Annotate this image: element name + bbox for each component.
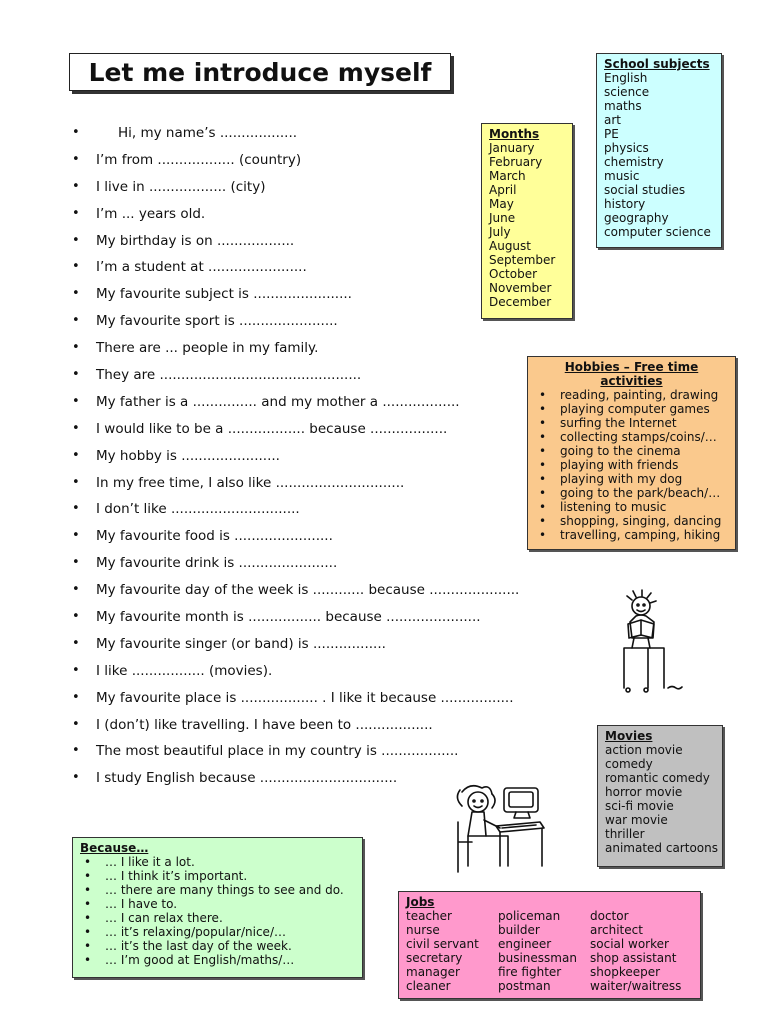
jobs-column xyxy=(590,909,682,993)
subject-item: history xyxy=(604,197,646,211)
month-item: September xyxy=(489,253,556,267)
sentence-item: • My father is a ............... and my mother a .................. xyxy=(72,389,592,416)
sentence-item: • Hi, my name’s .................. xyxy=(72,120,592,147)
sentence-item: • I’m a student at ....................... xyxy=(72,254,592,281)
job-item: businessman xyxy=(498,951,577,965)
month-item: May xyxy=(489,197,514,211)
subject-item: computer science xyxy=(604,225,711,239)
job-item: nurse xyxy=(406,923,440,937)
sentence-item: • There are ... people in my family. xyxy=(72,335,592,362)
jobs-box xyxy=(398,891,701,999)
sentence-item: • My hobby is ....................... xyxy=(72,443,592,470)
sentence-item: • My favourite drink is ....................... xyxy=(72,550,592,577)
job-item: policeman xyxy=(498,909,561,923)
hobby-item: • collecting stamps/coins/… xyxy=(535,430,728,444)
sentence-item: • I would like to be a .................. because .................. xyxy=(72,416,592,443)
job-item: manager xyxy=(406,965,460,979)
subject-item: music xyxy=(604,169,640,183)
month-item: December xyxy=(489,295,552,309)
subject-item: maths xyxy=(604,99,642,113)
because-item: • … I’m good at English/maths/… xyxy=(80,953,355,967)
because-item: • … I think it’s important. xyxy=(80,869,355,883)
subject-item: English xyxy=(604,71,648,85)
movie-item: romantic comedy xyxy=(605,771,710,785)
month-item: July xyxy=(489,225,511,239)
subject-item: art xyxy=(604,113,621,127)
sentence-item: • My favourite month is ................. because ...................... xyxy=(72,604,592,631)
hobby-item: • travelling, camping, hiking xyxy=(535,528,728,542)
sentence-item: • My favourite subject is ....................... xyxy=(72,281,592,308)
sentence-item: • I’m from .................. (country) xyxy=(72,147,592,174)
job-item: shopkeeper xyxy=(590,965,661,979)
sentence-item: • I like ................. (movies). xyxy=(72,658,592,685)
child-reading-illustration xyxy=(608,588,688,694)
job-item: social worker xyxy=(590,937,669,951)
month-item: January xyxy=(489,141,535,155)
hobby-item: • listening to music xyxy=(535,500,728,514)
sentence-item: • My birthday is on .................. xyxy=(72,228,592,255)
hobby-item: • shopping, singing, dancing xyxy=(535,514,728,528)
month-item: April xyxy=(489,183,517,197)
sentence-item: • The most beautiful place in my country is .................. xyxy=(72,738,592,765)
sentence-item: • I don’t like .............................. xyxy=(72,496,592,523)
hobby-item: • playing computer games xyxy=(535,402,728,416)
job-item: doctor xyxy=(590,909,629,923)
months-box xyxy=(481,123,573,319)
job-item: cleaner xyxy=(406,979,451,993)
because-item: • … I have to. xyxy=(80,897,355,911)
hobby-item: • going to the park/beach/… xyxy=(535,486,728,500)
sentence-item: • I’m ... years old. xyxy=(72,201,592,228)
subject-item: chemistry xyxy=(604,155,664,169)
because-box xyxy=(72,837,363,978)
jobs-column xyxy=(406,909,498,993)
movies-box xyxy=(597,725,723,867)
job-item: engineer xyxy=(498,937,552,951)
job-item: teacher xyxy=(406,909,452,923)
job-item: architect xyxy=(590,923,643,937)
month-item: June xyxy=(489,211,516,225)
because-item: • … I like it a lot. xyxy=(80,855,355,869)
movie-item: comedy xyxy=(605,757,653,771)
movie-item: war movie xyxy=(605,813,668,827)
sentence-item: • My favourite food is ....................... xyxy=(72,523,592,550)
sentence-item: • I study English because ................................ xyxy=(72,765,592,792)
because-item: • … it’s relaxing/popular/nice/… xyxy=(80,925,355,939)
hobbies-box xyxy=(527,356,736,550)
because-item: • … there are many things to see and do. xyxy=(80,883,355,897)
job-item: builder xyxy=(498,923,540,937)
hobby-item: • playing with friends xyxy=(535,458,728,472)
subject-item: geography xyxy=(604,211,669,225)
sentence-item: • My favourite singer (or band) is ................. xyxy=(72,631,592,658)
movies-heading: Movies xyxy=(605,729,653,743)
month-item: March xyxy=(489,169,526,183)
jobs-column xyxy=(498,909,590,993)
hobby-item: • playing with my dog xyxy=(535,472,728,486)
sentence-item: • In my free time, I also like .............................. xyxy=(72,470,592,497)
movie-item: sci-fi movie xyxy=(605,799,674,813)
because-item: • … it’s the last day of the week. xyxy=(80,939,355,953)
movie-item: animated cartoons xyxy=(605,841,718,855)
school-subjects-heading: School subjects xyxy=(604,57,710,71)
school-subjects-box xyxy=(596,53,722,248)
movie-item: horror movie xyxy=(605,785,683,799)
job-item: waiter/waitress xyxy=(590,979,682,993)
because-item: • … I can relax there. xyxy=(80,911,355,925)
sentence-item: • I live in .................. (city) xyxy=(72,174,592,201)
sentence-item: • They are ............................................... xyxy=(72,362,592,389)
month-item: February xyxy=(489,155,543,169)
job-item: fire fighter xyxy=(498,965,562,979)
hobby-item: • going to the cinema xyxy=(535,444,728,458)
job-item: postman xyxy=(498,979,551,993)
hobbies-heading: Hobbies – Free time activities xyxy=(564,360,699,388)
job-item: secretary xyxy=(406,951,463,965)
jobs-heading: Jobs xyxy=(406,895,435,909)
subject-item: science xyxy=(604,85,650,99)
month-item: August xyxy=(489,239,531,253)
month-item: November xyxy=(489,281,552,295)
hobby-item: • reading, painting, drawing xyxy=(535,388,728,402)
subject-item: social studies xyxy=(604,183,686,197)
job-item: civil servant xyxy=(406,937,479,951)
hobby-item: • surfing the Internet xyxy=(535,416,728,430)
month-item: October xyxy=(489,267,538,281)
movie-item: action movie xyxy=(605,743,683,757)
sentence-item: • I (don’t) like travelling. I have been to .................. xyxy=(72,712,592,739)
subject-item: physics xyxy=(604,141,649,155)
months-heading: Months xyxy=(489,127,540,141)
because-heading: Because… xyxy=(80,841,149,855)
child-at-computer-illustration xyxy=(452,782,552,876)
page-title: Let me introduce myself xyxy=(69,53,451,91)
sentence-item: • My favourite day of the week is ............ because ..................... xyxy=(72,577,592,604)
movie-item: thriller xyxy=(605,827,645,841)
subject-item: PE xyxy=(604,127,619,141)
sentence-item: • My favourite place is .................. . I like it because ................. xyxy=(72,685,592,712)
job-item: shop assistant xyxy=(590,951,677,965)
sentence-item: • My favourite sport is ....................... xyxy=(72,308,592,335)
